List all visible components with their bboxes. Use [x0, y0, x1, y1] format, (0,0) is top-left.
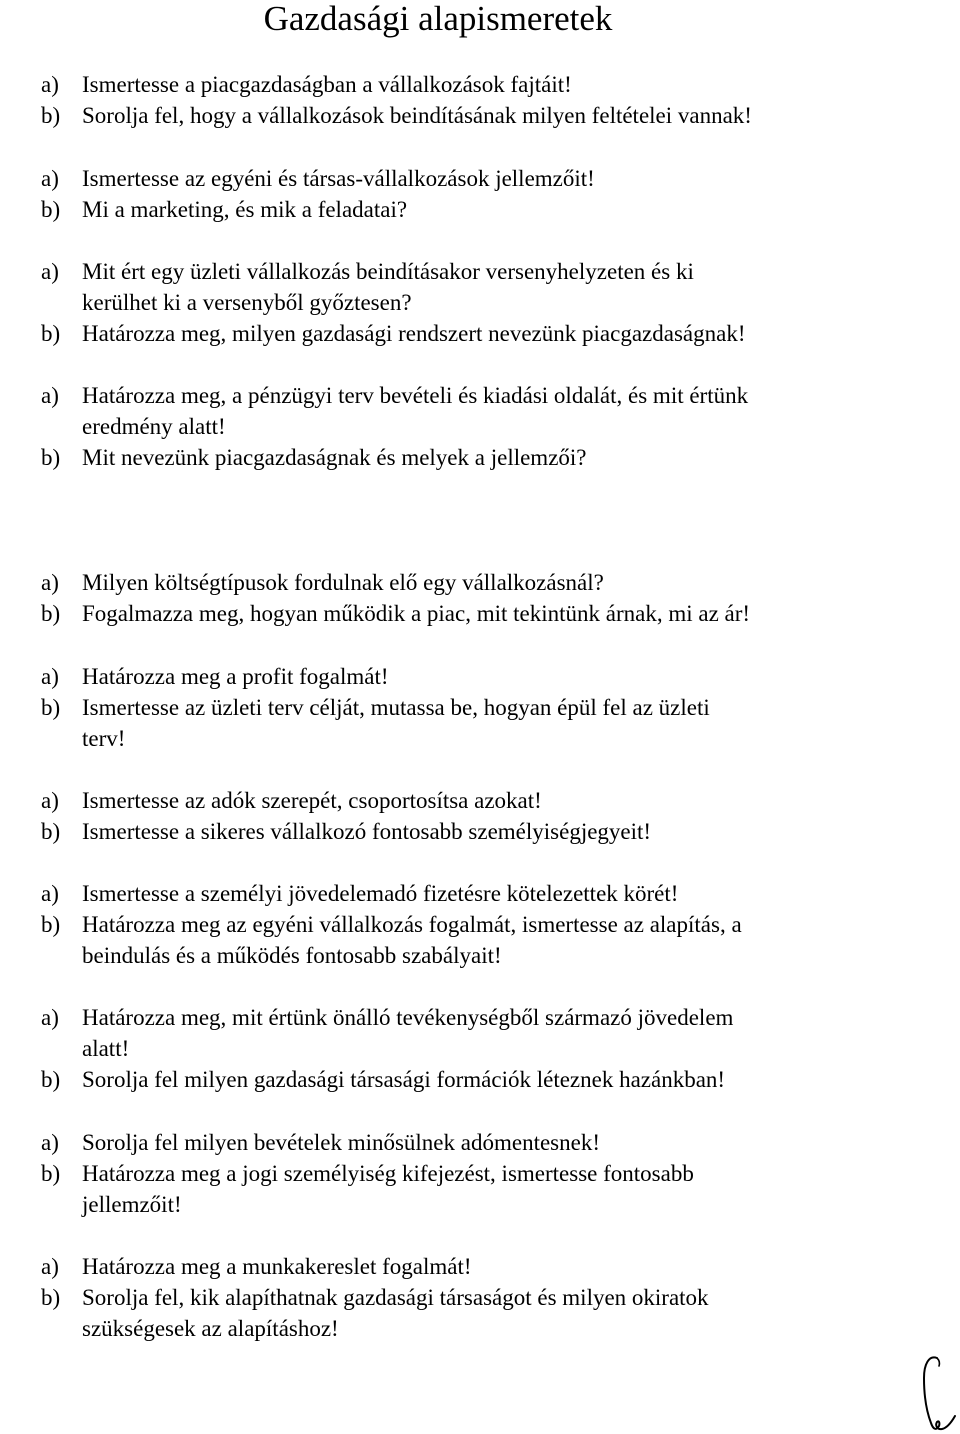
sub-question-text: kerülhet ki a versenyből győztesen? [82, 290, 412, 315]
sub-question-text: Milyen költségtípusok fordulnak elő egy vállalkozásnál? [82, 570, 604, 595]
sub-question-text: Határozza meg, a pénzügyi terv bevételi és kiadási oldalát, és mit értünk [82, 383, 749, 408]
sub-question-text: Ismertesse az üzleti terv célját, mutassa be, hogyan épül fel az üzleti [82, 695, 710, 720]
sub-question-letter: a) [41, 259, 59, 284]
sub-question-letter: b) [41, 103, 61, 128]
sub-question-text: Fogalmazza meg, hogyan működik a piac, mit tekintünk árnak, mi az ár! [82, 601, 751, 626]
sub-question-text: Határozza meg, milyen gazdasági rendszert nevezünk piacgazdaságnak! [82, 321, 746, 346]
sub-question-letter: a) [41, 1254, 59, 1279]
sub-question-letter: a) [41, 1005, 59, 1030]
sub-question-text: Határozza meg az egyéni vállalkozás fogalmát, ismertesse az alapítás, a [82, 912, 742, 937]
sub-question-text: jellemzőit! [82, 1192, 182, 1217]
sub-question-text: Határozza meg a munkakereslet fogalmát! [82, 1254, 472, 1279]
sub-question-text: Határozza meg a jogi személyiség kifejezést, ismertesse fontosabb [82, 1161, 694, 1186]
sub-question-text: Ismertesse a sikeres vállalkozó fontosabb személyiségjegyeit! [82, 819, 652, 844]
sub-question-text: Mit ért egy üzleti vállalkozás beindításakor versenyhelyzeten és ki [82, 259, 694, 284]
sub-question-letter: a) [41, 570, 59, 595]
sub-question-text: Sorolja fel, kik alapíthatnak gazdasági társaságot és milyen okiratok [82, 1285, 709, 1310]
sub-question-text: terv! [82, 726, 126, 751]
sub-question-text: Ismertesse az egyéni és társas-vállalkozások jellemzőit! [82, 166, 595, 191]
sub-question-letter: b) [41, 1067, 61, 1092]
sub-question-letter: a) [41, 788, 59, 813]
sub-question-letter: a) [41, 72, 59, 97]
sub-question-text: Ismertesse a személyi jövedelemadó fizetésre kötelezettek körét! [82, 881, 679, 906]
sub-question-letter: a) [41, 881, 59, 906]
sub-question-letter: b) [41, 819, 61, 844]
handwritten-initial [915, 1352, 960, 1434]
sub-question-letter: b) [41, 445, 61, 470]
sub-question-letter: a) [41, 664, 59, 689]
sub-question-text: Határozza meg, mit értünk önálló tevékenységből származó jövedelem [82, 1005, 734, 1030]
sub-question-letter: b) [41, 912, 61, 937]
sub-question-text: Sorolja fel, hogy a vállalkozások beindításának milyen feltételei vannak! [82, 103, 752, 128]
sub-question-letter: b) [41, 1161, 61, 1186]
sub-question-text: eredmény alatt! [82, 414, 226, 439]
sub-question-text: Ismertesse az adók szerepét, csoportosítsa azokat! [82, 788, 542, 813]
sub-question-letter: a) [41, 383, 59, 408]
sub-question-letter: a) [41, 166, 59, 191]
sub-question-letter: b) [41, 695, 61, 720]
sub-question-text: Határozza meg a profit fogalmát! [82, 664, 389, 689]
sub-question-letter: b) [41, 601, 61, 626]
sub-question-letter: b) [41, 321, 61, 346]
page-title: Gazdasági alapismeretek [263, 0, 613, 38]
sub-question-letter: b) [41, 197, 61, 222]
sub-question-text: beindulás és a működés fontosabb szabályait! [82, 943, 502, 968]
sub-question-letter: a) [41, 1130, 59, 1155]
sub-question-text: szükségesek az alapításhoz! [82, 1316, 339, 1341]
sub-question-text: Mi a marketing, és mik a feladatai? [82, 197, 408, 222]
sub-question-text: Sorolja fel milyen bevételek minősülnek adómentesnek! [82, 1130, 600, 1155]
sub-question-text: Sorolja fel milyen gazdasági társasági formációk léteznek hazánkban! [82, 1067, 726, 1092]
sub-question-text: Ismertesse a piacgazdaságban a vállalkozások fajtáit! [82, 72, 572, 97]
sub-question-text: alatt! [82, 1036, 130, 1061]
sub-question-letter: b) [41, 1285, 61, 1310]
sub-question-text: Mit nevezünk piacgazdaságnak és melyek a jellemzői? [82, 445, 587, 470]
